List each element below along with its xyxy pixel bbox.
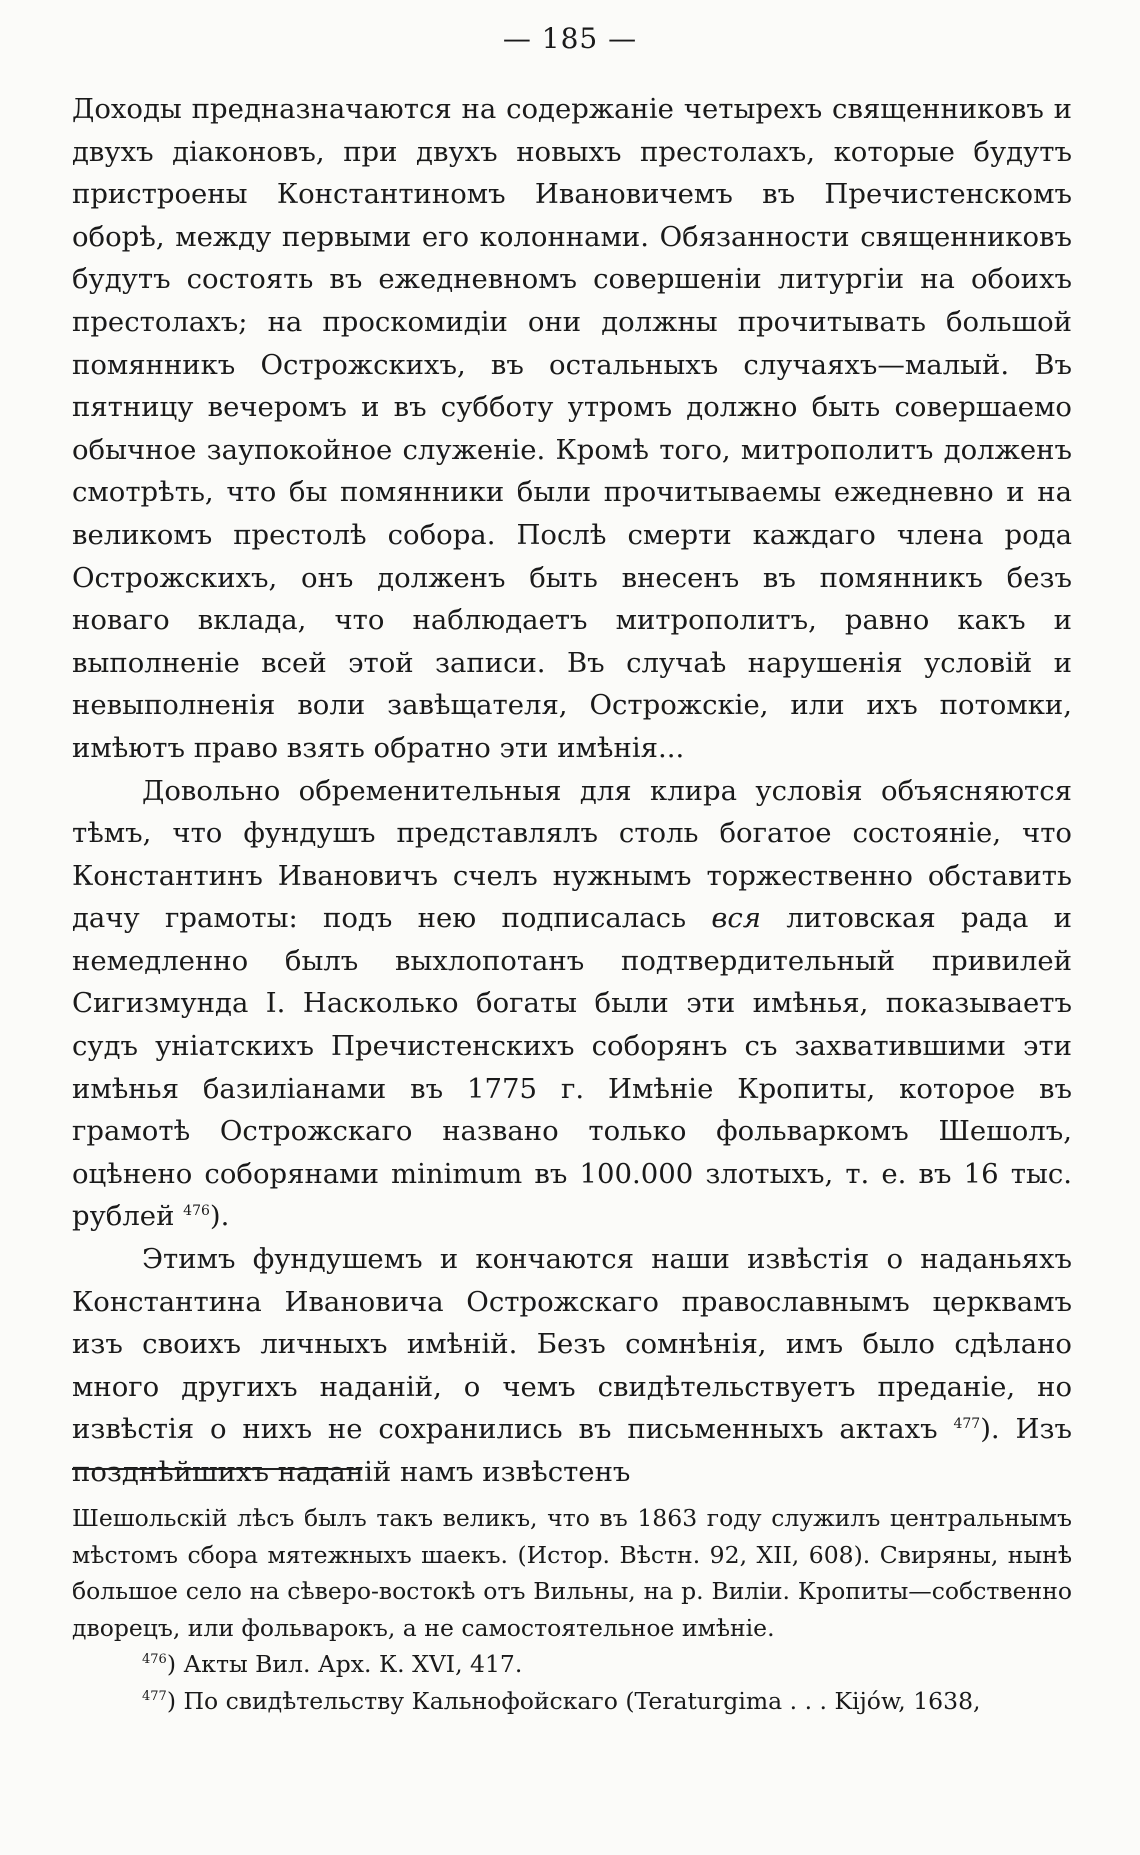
text-span: Этимъ фундушемъ и кончаются наши извѣстія о наданьяхъ Константина Ивановича Острожскаго православнымъ церквамъ изъ своихъ личныхъ имѣній. Безъ сомнѣнія, имъ было сдѣлано много другихъ наданій, о чемъ свидѣтельствуетъ преданіе, но извѣстія о нихъ не сохранились въ письменныхъ актахъ bbox=[72, 1243, 1072, 1446]
footnote-ref: 476 bbox=[183, 1203, 210, 1220]
emphasis-text: вся bbox=[711, 902, 761, 935]
text-span: литовская рада и немедленно былъ выхлопотанъ подтвердительный привилей Сигизмунда I. Насколько богаты были эти имѣнья, показываетъ судъ уніатскихъ Пречистенскихъ соборянъ съ захватившими эти имѣнья базиліанами въ 1775 г. Имѣніе Кропиты, которое въ грамотѣ Острожскаго названо только фольваркомъ Шешолъ, оцѣнено соборянами minimum въ 100.000 злотыхъ, т. е. въ 16 тыс. рублей bbox=[72, 902, 1072, 1233]
footnote-text: Шешольскій лѣсъ былъ такъ великъ, что въ 1863 году служилъ центральнымъ мѣстомъ сбора мятежныхъ шаекъ. (Истор. Вѣстн. 92, XII, 608). Свиряны, нынѣ большое село на сѣверо-востокѣ отъ Вильны, на р. Виліи. Кропиты—собственно дворецъ, или фольварокъ, а не самостоятельное имѣніе. bbox=[72, 1504, 1072, 1642]
footnote bbox=[72, 1646, 1072, 1683]
footnote bbox=[72, 1683, 1072, 1720]
paragraph bbox=[72, 1238, 1072, 1494]
page-number: — 185 — bbox=[502, 22, 638, 55]
paragraph bbox=[72, 770, 1072, 1239]
footnote-text: ) Акты Вил. Арх. К. XVI, 417. bbox=[166, 1650, 523, 1678]
footnote-marker: 477 bbox=[142, 1688, 167, 1704]
text-span: ). bbox=[209, 1200, 230, 1233]
footnote bbox=[72, 1500, 1072, 1646]
footnotes bbox=[72, 1500, 1072, 1719]
footnote-marker: 476 bbox=[142, 1652, 167, 1668]
text-span: Довольно обременительныя для клира условія объясняются тѣмъ, что фундушъ представлялъ столь богатое состояніе, что Константинъ Ивановичъ счелъ нужнымъ торжественно обставить дачу грамоты: подъ нею подписалась bbox=[72, 774, 1072, 935]
paragraph: Доходы предназначаются на содержаніе четырехъ священниковъ и двухъ діаконовъ, при двухъ новыхъ престолахъ, которые будутъ пристроены Константиномъ Ивановичемъ въ Пречистенскомъ оборѣ, между первыми его колоннами. Обязанности священниковъ будутъ состоять въ ежедневномъ совершеніи литургіи на обоихъ престолахъ; на проскомидіи они должны прочитывать большой помянникъ Острожскихъ, въ остальныхъ случаяхъ—малый. Въ пятницу вечеромъ и въ субботу утромъ должно быть совершаемо обычное заупокойное служеніе. Кромѣ того, митрополитъ долженъ смотрѣть, что бы помянники были прочитываемы ежедневно и на великомъ престолѣ собора. Послѣ смерти каждаго члена рода Острожскихъ, онъ долженъ быть внесенъ въ помянникъ безъ новаго вклада, что наблюдаетъ митрополитъ, равно какъ и выполненіе всей этой записи. Въ случаѣ нарушенія условій и невыполненія воли завѣщателя, Острожскіе, или ихъ потомки, имѣютъ право взять обратно эти имѣнія... bbox=[72, 93, 1072, 764]
footnote-text: ) По свидѣтельству Кальнофойскаго (Teraturgima . . . Kijów, 1638, bbox=[166, 1686, 981, 1715]
text-span: ). Изъ позднѣйшихъ наданій намъ извѣстенъ bbox=[72, 1413, 1072, 1488]
main-text bbox=[72, 88, 1072, 1494]
footnote-separator bbox=[72, 1468, 362, 1470]
footnote-ref: 477 bbox=[953, 1416, 981, 1433]
